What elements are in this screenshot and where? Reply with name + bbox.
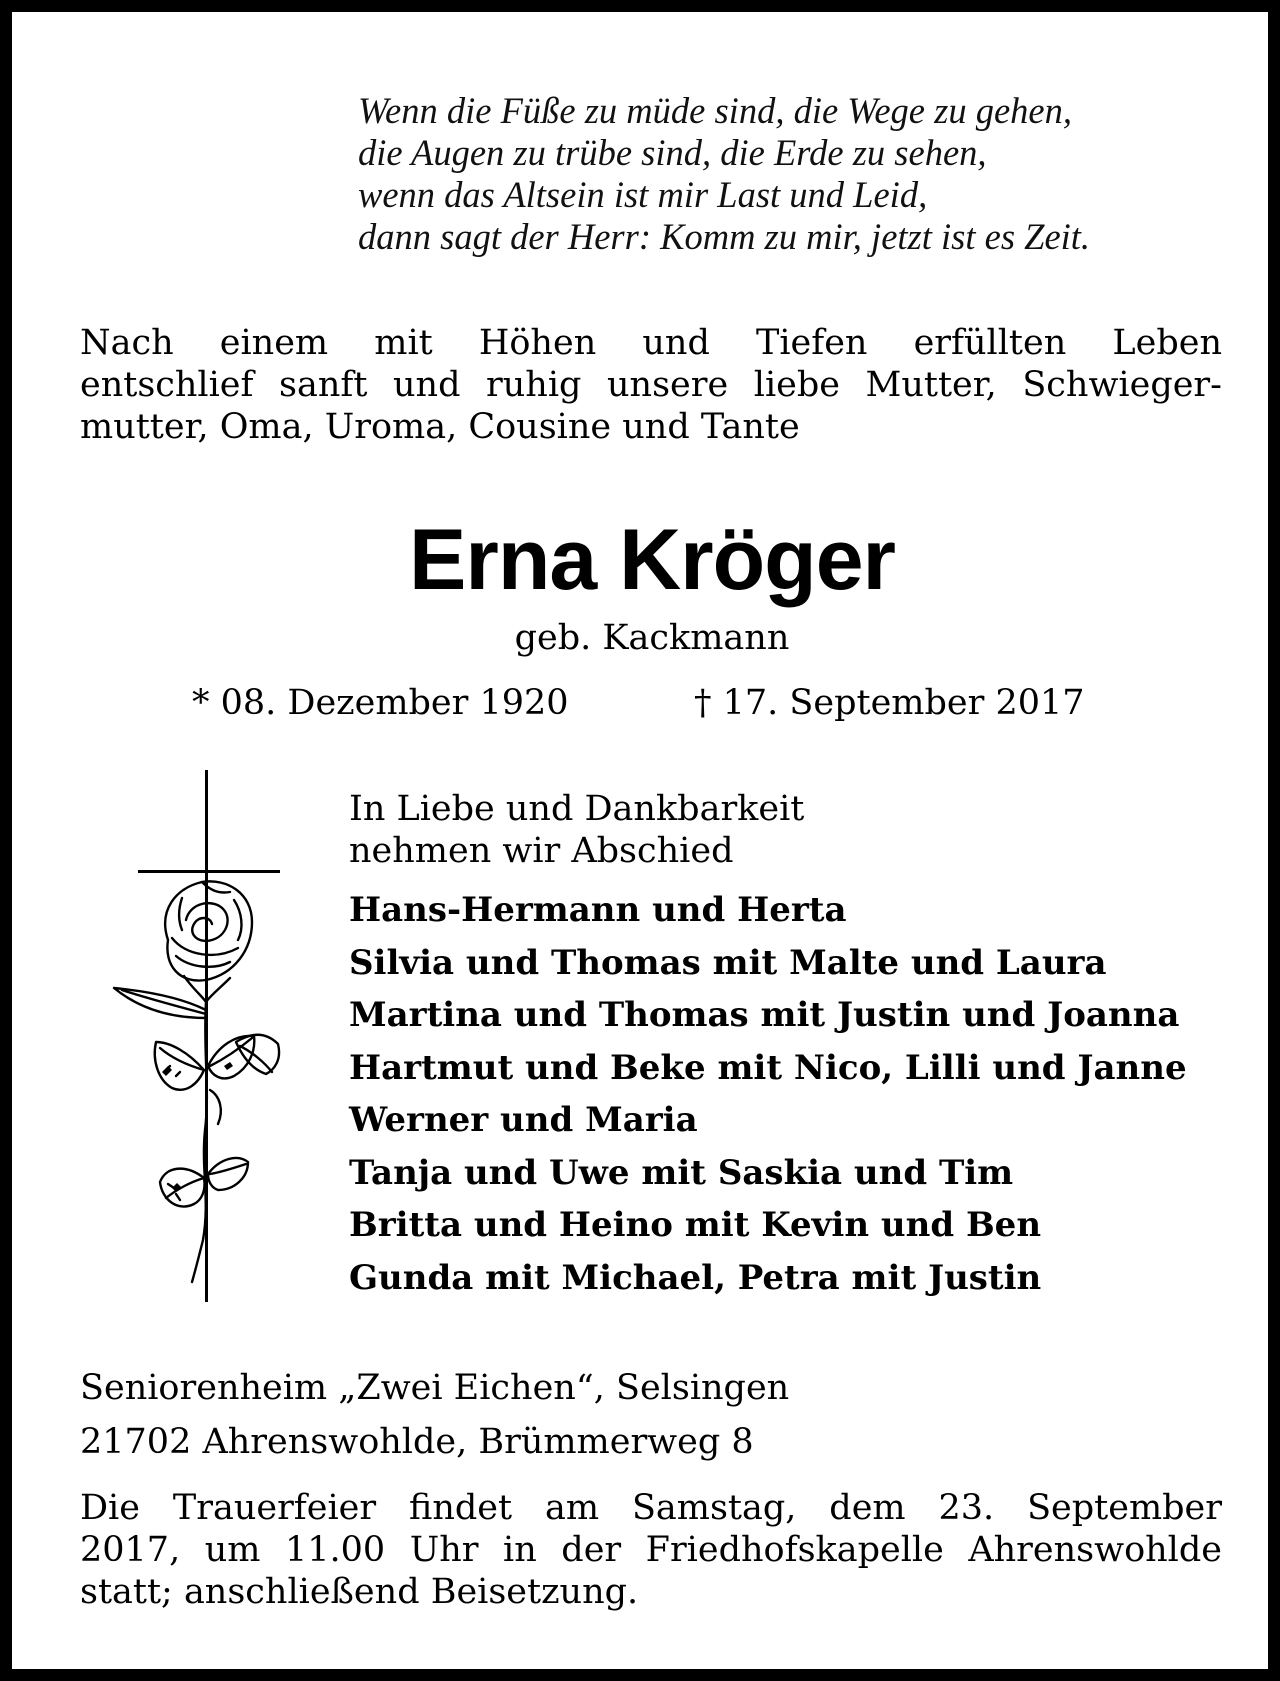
farewell-line: In Liebe und Dankbarkeit <box>349 789 805 829</box>
deceased-name: Erna Kröger <box>408 512 896 608</box>
poem <box>358 90 1238 258</box>
birth-date: * 08. Dezember 1920 <box>192 683 569 723</box>
maiden-name: geb. Kackmann <box>514 618 790 658</box>
intro-line: entschlief sanft und ruhig unsere liebe Mutter, Schwieger- <box>80 365 1222 405</box>
address-line: Seniorenheim „Zwei Eichen“, Selsingen <box>80 1368 790 1408</box>
poem-line: die Augen zu trübe sind, die Erde zu sehen, <box>358 132 987 173</box>
address <box>80 1361 789 1469</box>
family-member: Werner und Maria <box>349 1100 698 1140</box>
intro-line: mutter, Oma, Uroma, Cousine und Tante <box>80 407 800 447</box>
family-member: Hans-Hermann und Herta <box>349 890 847 930</box>
poem-line: Wenn die Füße zu müde sind, die Wege zu gehen, <box>358 90 1072 131</box>
family-member: Gunda mit Michael, Petra mit Justin <box>349 1257 1042 1298</box>
funeral-line: 2017, um 11.00 Uhr in der Friedhofskapelle Ahrenswohlde <box>80 1530 1222 1570</box>
poem-line: dann sagt der Herr: Komm zu mir, jetzt ist es Zeit. <box>358 216 1091 257</box>
funeral-line: statt; anschließend Beisetzung. <box>80 1572 639 1612</box>
funeral-line: Die Trauerfeier findet am Samstag, dem 23. September <box>80 1488 1222 1528</box>
family-list <box>349 884 1187 1304</box>
poem-line: wenn das Altsein ist mir Last und Leid, <box>358 174 928 215</box>
family-member: Britta und Heino mit Kevin und Ben <box>349 1205 1042 1245</box>
family-member: Silvia und Thomas mit Malte und Laura <box>349 942 1107 983</box>
address-line: 21702 Ahrenswohlde, Brümmerweg 8 <box>80 1422 754 1462</box>
funeral-info <box>80 1487 1222 1613</box>
family-member: Tanja und Uwe mit Saskia und Tim <box>349 1152 1014 1193</box>
family-member: Martina und Thomas mit Justin und Joanna <box>349 995 1180 1035</box>
farewell-text <box>349 788 804 872</box>
death-date: † 17. September 2017 <box>694 683 1085 723</box>
intro-line: Nach einem mit Höhen und Tiefen erfüllten Leben <box>80 323 1222 363</box>
intro-text <box>80 322 1222 448</box>
cross-with-rose-icon <box>106 770 306 1310</box>
farewell-line: nehmen wir Abschied <box>349 831 734 871</box>
family-member: Hartmut und Beke mit Nico, Lilli und Janne <box>349 1047 1187 1088</box>
